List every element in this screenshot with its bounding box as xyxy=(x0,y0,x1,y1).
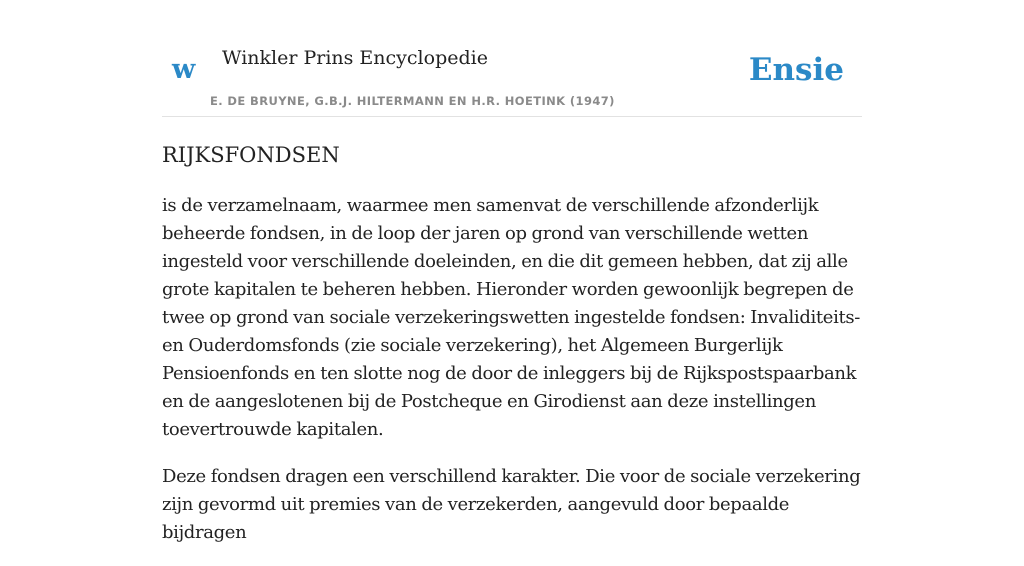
entry-body xyxy=(162,192,862,566)
encyclopedia-logo-icon[interactable]: w xyxy=(172,54,196,85)
book-title[interactable]: Winkler Prins Encyclopedie xyxy=(222,47,488,69)
entry-paragraph: is de verzamelnaam, waarmee men samenvat de verschillende afzonderlijk beheerde fondsen, in de loop der jaren op grond van verschillende wetten ingesteld voor verschillende doeleinden, en die dit gemeen hebben, dat zij alle grote kapitalen te beheren hebben. Hieronder worden gewoonlijk begrepen de twee op grond van sociale verzekeringswetten ingestelde fondsen: Invaliditeits- en Ouderdomsfonds (zie sociale verzekering), het Algemeen Burgerlijk Pensioenfonds en ten slotte nog de door de inleggers bij de Rijkspostspaarbank en de aangeslotenen bij de Postcheque en Girodienst aan deze instellingen toevertrouwde kapitalen. xyxy=(162,195,860,440)
book-authors: E. DE BRUYNE, G.B.J. HILTERMANN EN H.R. HOETINK (1947) xyxy=(210,94,615,108)
entry-title: RIJKSFONDSEN xyxy=(162,143,340,167)
ensie-brand-link[interactable]: Ensie xyxy=(748,52,844,88)
entry-paragraph: Deze fondsen dragen een verschillend karakter. Die voor de sociale verzekering zijn gevormd uit premies van de verzekerden, aangevuld door bepaalde bijdragen xyxy=(162,466,861,543)
encyclopedia-page xyxy=(162,0,862,543)
site-header xyxy=(162,0,862,117)
